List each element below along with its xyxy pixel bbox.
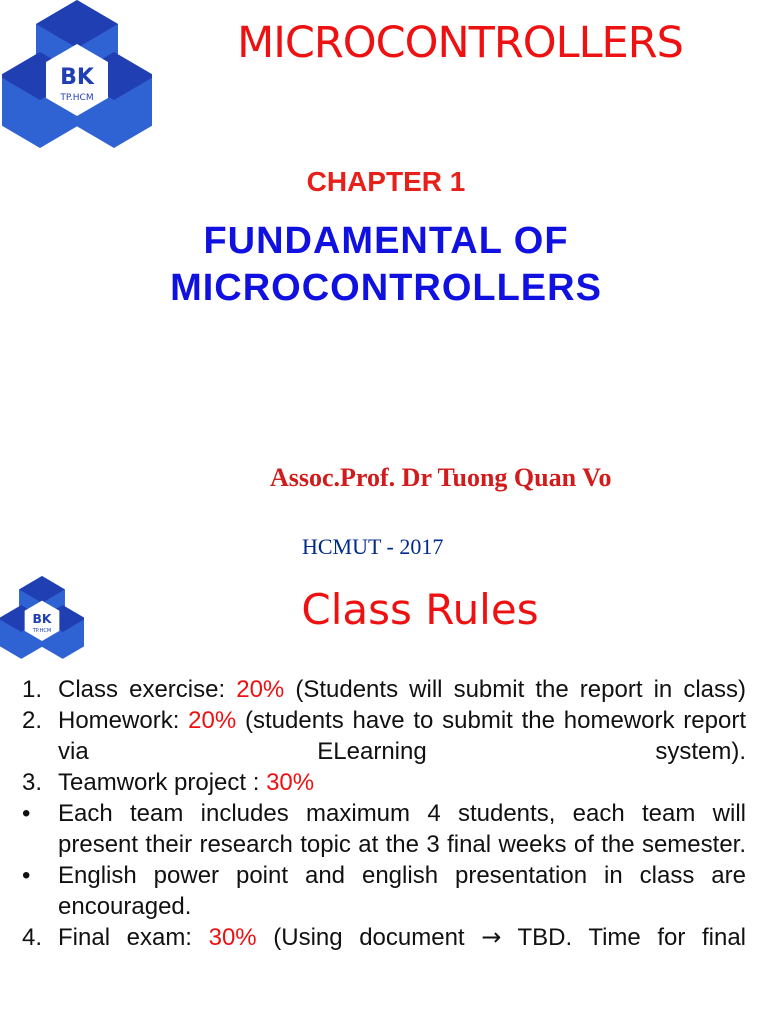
rule-percent: 20% (188, 707, 237, 734)
rule-percent: 30% (266, 769, 315, 796)
heading-line-1: FUNDAMENTAL OF (203, 220, 569, 262)
class-rules-slide (0, 570, 768, 1024)
bk-logo-icon (0, 576, 84, 660)
rule-text: (Students will submit the report in class) (284, 676, 746, 703)
bullet-text: English power point and english presentation in class are encouraged. (58, 862, 746, 920)
rule-label: Teamwork project : (58, 769, 267, 796)
rule-item (22, 767, 746, 798)
rule-percent: 20% (236, 676, 285, 703)
rule-marker: 3. (22, 769, 43, 796)
rule-text-continued: TBD. Time for final (501, 924, 746, 951)
arrow-right-icon: → (481, 923, 502, 951)
bullet-text: Each team includes maximum 4 students, each team will present their research topic at the 3 final weeks of the semester. (58, 800, 746, 858)
rule-percent: 30% (208, 924, 257, 951)
school-year: HCMUT - 2017 (302, 534, 444, 559)
rule-item (22, 705, 746, 767)
slide-title: MICROCONTROLLERS (237, 18, 683, 68)
rule-text: (students have to submit the homework report via ELearning system). (58, 707, 746, 765)
bullet-item (22, 798, 746, 860)
rule-label: Final exam: (58, 924, 209, 951)
chapter-label: CHAPTER 1 (306, 166, 466, 197)
logo-text-main: BK (60, 65, 94, 90)
bk-logo-icon (2, 0, 152, 150)
bullet-marker: • (22, 800, 31, 827)
university-logo-small (0, 576, 84, 660)
rule-marker: 2. (22, 707, 43, 734)
logo-text-sub: TP.HCM (60, 93, 94, 103)
rule-item (22, 922, 746, 953)
logo-text-main: BK (32, 612, 52, 627)
rule-marker: 1. (22, 676, 43, 703)
author-name: Assoc.Prof. Dr Tuong Quan Vo (270, 463, 612, 492)
rules-list (22, 674, 746, 953)
bullet-item (22, 860, 746, 922)
rule-label: Homework: (58, 707, 189, 734)
rule-item (22, 674, 746, 705)
slide-title: Class Rules (301, 585, 539, 634)
rule-label: Class exercise: (58, 676, 237, 703)
heading-line-2: MICROCONTROLLERS (170, 267, 602, 309)
bullet-marker: • (22, 862, 31, 889)
logo-text-sub: TP.HCM (32, 628, 52, 634)
chapter-heading (0, 218, 768, 312)
rule-text: (Using document (256, 924, 482, 951)
university-logo (2, 0, 152, 150)
rule-marker: 4. (22, 924, 43, 951)
